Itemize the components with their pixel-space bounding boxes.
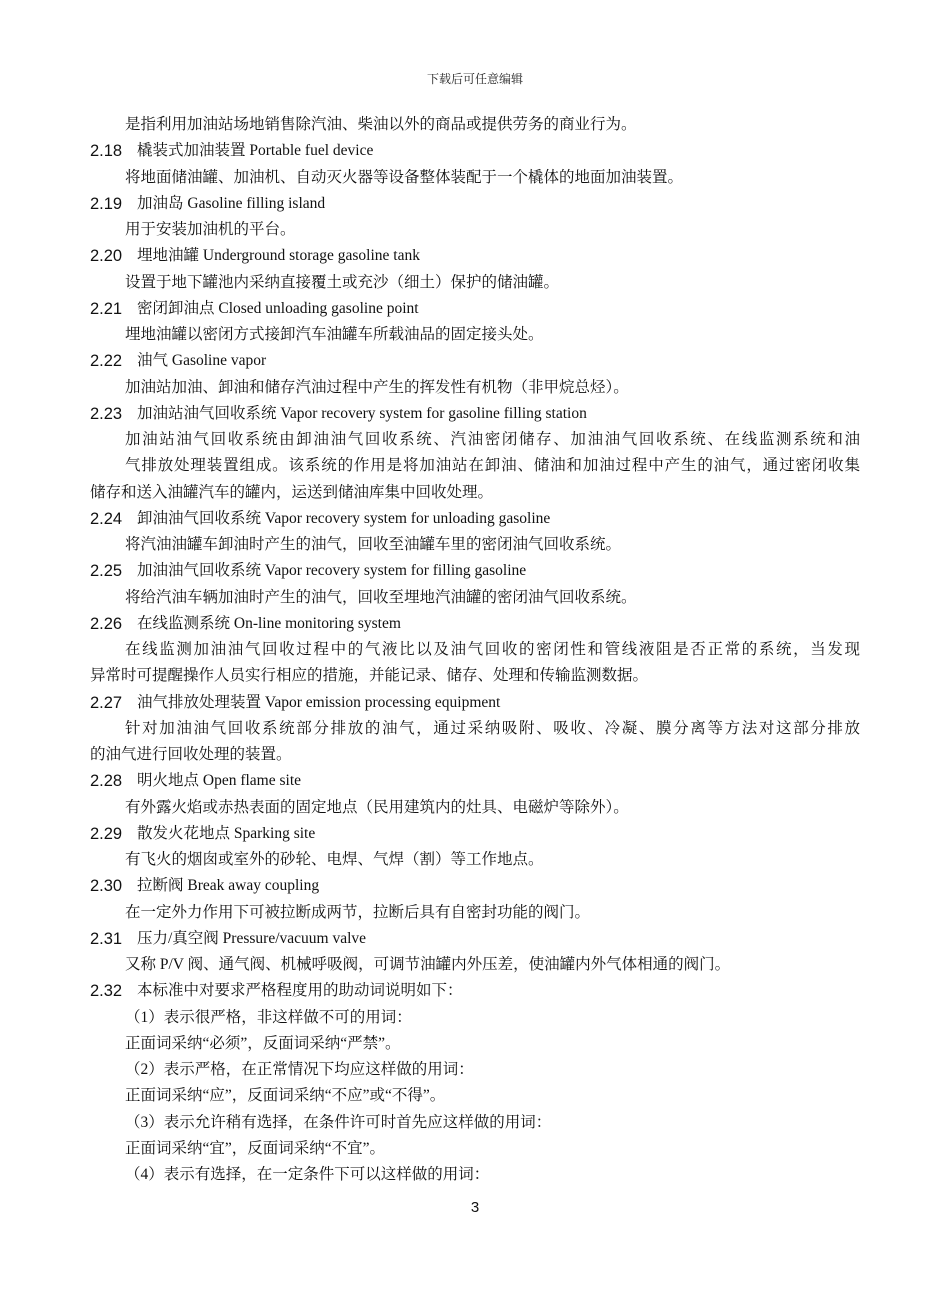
definition-text: 将给汽油车辆加油时产生的油气，回收至埋地汽油罐的密闭油气回收系统。 [125,588,637,606]
term-title: 油气 Gasoline vapor [137,352,267,370]
definition-line [0,742,950,768]
term-heading [0,243,950,269]
definition-line [0,637,950,663]
definition-line [0,1162,950,1188]
term-title: 加油岛 Gasoline filling island [137,194,326,212]
definition-line [0,375,950,401]
definition-line [0,952,950,978]
definition-text: 异常时可提醒操作人员实行相应的措施，并能记录、储存、处理和传输监测数据。 [90,667,649,685]
term-title: 拉断阀 Break away coupling [137,877,320,895]
definition-line [0,1057,950,1083]
term-title: 埋地油罐 Underground storage gasoline tank [137,247,420,265]
definition-text: 针对加油油气回收系统部分排放的油气，通过采纳吸附、吸收、冷凝、膜分离等方法对这部分排放 [125,719,860,737]
definition-line [0,900,950,926]
definition-text: 是指利用加油站场地销售除汽油、柴油以外的商品或提供劳务的商业行为。 [125,116,637,133]
term-title: 明火地点 Open flame site [137,772,302,790]
section-number: 2.26 [90,614,123,633]
definition-text: 气排放处理装置组成。该系统的作用是将加油站在卸油、储油和加油过程中产生的油气，通过密闭收集 [125,457,860,475]
section-number: 2.21 [90,299,123,318]
definition-text: 设置于地下罐池内采纳直接覆土或充沙（细土）保护的储油罐。 [125,273,560,291]
section-number: 2.30 [90,877,123,896]
term-heading [0,978,950,1004]
definition-line [0,112,950,138]
term-title: 散发火花地点 Sparking site [137,824,316,842]
definition-line [0,427,950,453]
term-title: 压力/真空阀 Pressure/vacuum valve [137,929,367,947]
term-heading [0,926,950,952]
term-heading [0,873,950,899]
definition-text: （3）表示允许稍有选择，在条件许可时首先应这样做的用词： [125,1113,552,1131]
definition-line [0,1083,950,1109]
definition-line [0,1005,950,1031]
definition-line [0,847,950,873]
section-number: 2.19 [90,194,123,213]
section-number: 2.32 [90,982,123,1001]
term-heading [0,506,950,532]
definition-line [0,716,950,742]
definition-text: （1）表示很严格，非这样做不可的用词： [125,1008,412,1026]
term-heading [0,296,950,322]
definition-line [0,663,950,689]
definition-text: 将汽油油罐车卸油时产生的油气，回收至油罐车里的密闭油气回收系统。 [125,536,622,553]
section-number: 2.20 [90,247,123,266]
term-heading [0,558,950,584]
definition-text: 用于安装加油机的平台。 [125,221,296,238]
term-heading [0,611,950,637]
section-number: 2.23 [90,404,123,423]
definition-line [0,1110,950,1136]
definition-line [0,1136,950,1162]
definition-text: 正面词采纳“必须”，反面词采纳“严禁”。 [125,1034,401,1052]
page-number: 3 [470,1199,480,1216]
term-title: 加油站油气回收系统 Vapor recovery system for gasoline filling station [137,404,587,422]
definition-text: 有飞火的烟囱或室外的砂轮、电焊、气焊（割）等工作地点。 [125,851,544,868]
term-title: 本标准中对要求严格程度用的助动词说明如下： [137,982,463,1000]
definition-text: 将地面储油罐、加油机、自动灭火器等设备整体装配于一个橇体的地面加油装置。 [125,168,684,186]
definition-line [0,217,950,243]
definition-line [0,165,950,191]
term-title: 油气排放处理装置 Vapor emission processing equipment [137,693,501,711]
term-heading [0,401,950,427]
definition-line [0,585,950,611]
term-heading [0,191,950,217]
section-number: 2.28 [90,772,123,791]
term-heading [0,138,950,164]
page-header: 下载后可任意编辑 [426,72,523,86]
definition-text: 又称 P/V 阀、通气阀、机械呼吸阀，可调节油罐内外压差，使油罐内外气体相通的阀门。 [125,956,731,973]
section-number: 2.24 [90,509,123,528]
section-number: 2.25 [90,562,123,581]
definition-line [0,453,950,479]
definition-text: 加油站加油、卸油和储存汽油过程中产生的挥发性有机物（非甲烷总烃）。 [125,378,629,396]
term-heading [0,821,950,847]
definition-text: 在线监测加油油气回收过程中的气液比以及油气回收的密闭性和管线液阻是否正常的系统，当发现 [125,641,860,658]
term-title: 加油油气回收系统 Vapor recovery system for filling gasoline [137,562,527,580]
term-heading [0,768,950,794]
definition-line [0,270,950,296]
definition-text: 储存和送入油罐汽车的罐内，运送到储油库集中回收处理。 [90,483,494,501]
definition-text: 埋地油罐以密闭方式接卸汽车油罐车所载油品的固定接头处。 [125,326,544,343]
section-number: 2.27 [90,693,123,712]
definition-text: （2）表示严格，在正常情况下均应这样做的用词： [125,1061,474,1078]
definition-line [0,1031,950,1057]
definition-text: 在一定外力作用下可被拉断成两节，拉断后具有自密封功能的阀门。 [125,903,591,921]
term-title: 密闭卸油点 Closed unloading gasoline point [137,299,419,317]
term-title: 卸油油气回收系统 Vapor recovery system for unloading gasoline [137,509,551,527]
definition-text: 正面词采纳“宜”，反面词采纳“不宜”。 [125,1139,386,1157]
definition-text: 的油气进行回收处理的装置。 [90,746,292,763]
section-number: 2.18 [90,142,123,161]
definition-text: 加油站油气回收系统由卸油油气回收系统、汽油密闭储存、加油油气回收系统、在线监测系统和油 [125,431,860,448]
definition-line [0,532,950,558]
term-heading [0,348,950,374]
section-number: 2.31 [90,929,123,948]
definition-text: 有外露火焰或赤热表面的固定地点（民用建筑内的灶具、电磁炉等除外）。 [125,798,629,816]
definition-text: （4）表示有选择，在一定条件下可以这样做的用词： [125,1166,490,1183]
term-heading [0,690,950,716]
section-number: 2.22 [90,352,123,371]
term-title: 橇装式加油装置 Portable fuel device [137,142,374,160]
definition-line [0,795,950,821]
definition-text: 正面词采纳“应”，反面词采纳“不应”或“不得”。 [125,1087,446,1105]
definition-line [0,322,950,348]
definition-line [0,480,950,506]
term-title: 在线监测系统 On-line monitoring system [137,614,401,632]
section-number: 2.29 [90,824,123,843]
document-body [0,112,950,1188]
